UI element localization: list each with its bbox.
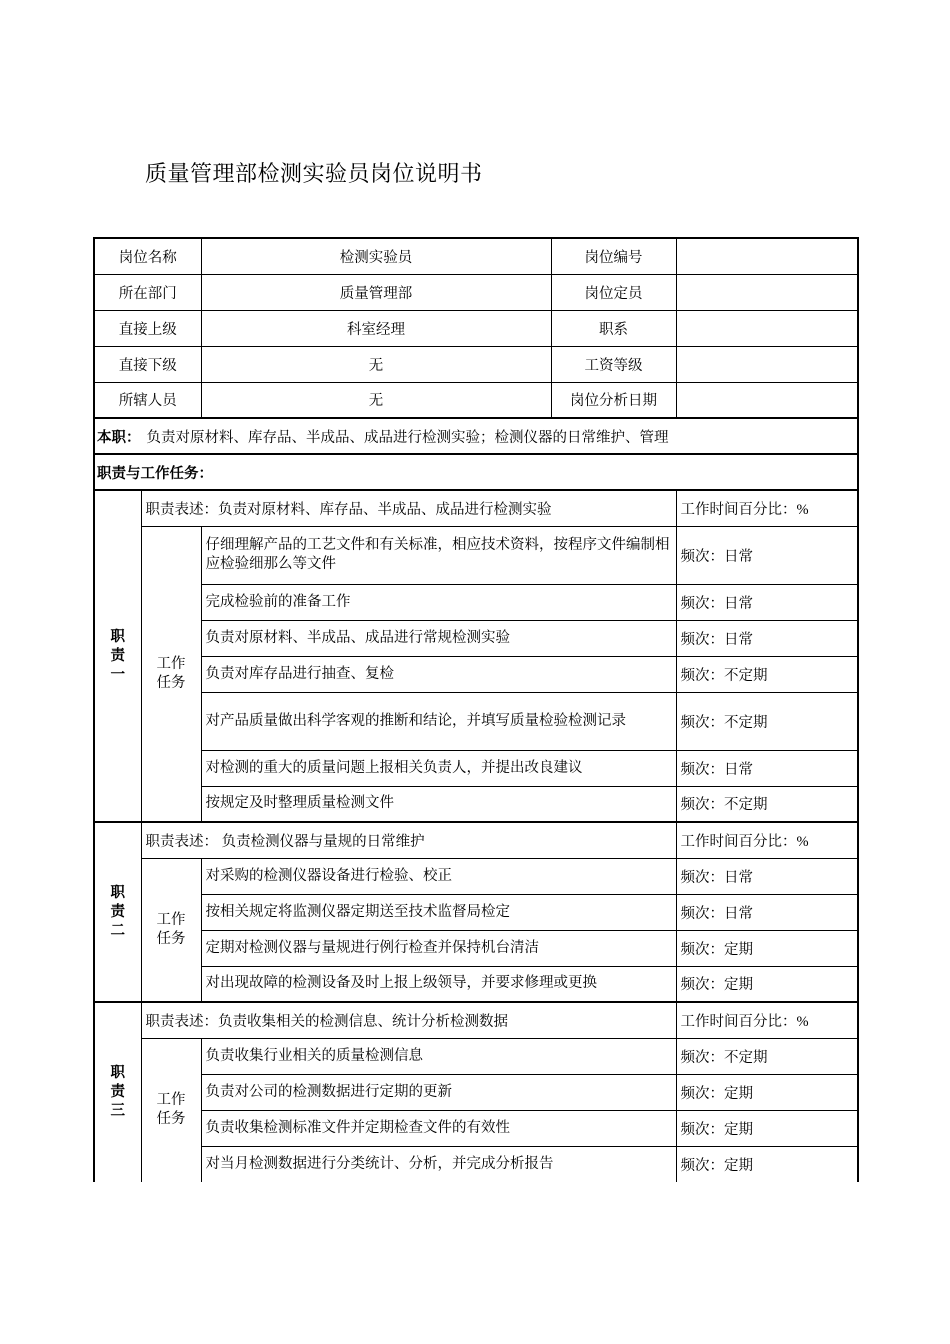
- duty-description-row: [94, 490, 858, 526]
- task-row: [94, 966, 858, 1002]
- task-row: [94, 656, 858, 692]
- info-row: [94, 346, 858, 382]
- info-label: 所辖人员: [94, 382, 201, 418]
- task-row: [94, 692, 858, 750]
- info-label-2: 职系: [551, 310, 676, 346]
- page-title: 质量管理部检测实验员岗位说明书: [145, 162, 483, 187]
- duty-description-row: [94, 822, 858, 858]
- duty-name-char: 责: [110, 1084, 125, 1100]
- core-duty-text: 负责对原材料、库存品、半成品、成品进行检测实验；检测仪器的日常维护、管理: [146, 429, 669, 446]
- task-label-text: 工作任务: [156, 1092, 186, 1128]
- task-frequency: 频次：日常: [676, 620, 858, 656]
- duty-percent: 工作时间百分比：%: [676, 490, 858, 526]
- core-duty-row: [94, 418, 858, 454]
- task-row: [94, 620, 858, 656]
- task-frequency: 频次：定期: [676, 930, 858, 966]
- task-label-text: 工作任务: [156, 911, 186, 947]
- task-text: 负责对公司的检测数据进行定期的更新: [201, 1074, 676, 1110]
- task-frequency: 频次：不定期: [676, 786, 858, 822]
- info-row: [94, 274, 858, 310]
- info-value-2: [676, 310, 858, 346]
- info-label-2: 岗位分析日期: [551, 382, 676, 418]
- duty-description: 职责表述：负责对原材料、库存品、半成品、成品进行检测实验: [141, 490, 676, 526]
- duty-description-row: [94, 1002, 858, 1038]
- info-value: 无: [201, 382, 551, 418]
- task-frequency: 频次：日常: [676, 894, 858, 930]
- task-frequency: 频次：不定期: [676, 656, 858, 692]
- task-frequency: 频次：日常: [676, 526, 858, 584]
- duty-name: [94, 490, 141, 822]
- info-row: [94, 238, 858, 274]
- task-label: [141, 526, 201, 822]
- task-text: 负责对库存品进行抽查、复检: [201, 656, 676, 692]
- duty-percent: 工作时间百分比：%: [676, 1002, 858, 1038]
- task-text: 按相关规定将监测仪器定期送至技术监督局检定: [201, 894, 676, 930]
- job-description-table: [93, 237, 859, 1182]
- task-frequency: 频次：不定期: [676, 1038, 858, 1074]
- task-text: 负责对原材料、半成品、成品进行常规检测实验: [201, 620, 676, 656]
- task-row: [94, 750, 858, 786]
- task-row: [94, 894, 858, 930]
- task-text: 完成检验前的准备工作: [201, 584, 676, 620]
- duty-name-char: 职: [110, 628, 125, 645]
- task-text: 定期对检测仪器与量规进行例行检查并保持机台清洁: [201, 930, 676, 966]
- task-frequency: 频次：定期: [676, 1146, 858, 1182]
- task-text: 对出现故障的检测设备及时上报上级领导，并要求修理或更换: [201, 966, 676, 1002]
- task-label: [141, 1038, 201, 1182]
- info-label: 岗位名称: [94, 238, 201, 274]
- info-value: 检测实验员: [201, 238, 551, 274]
- info-row: [94, 310, 858, 346]
- task-frequency: 频次：日常: [676, 858, 858, 894]
- task-frequency: 频次：不定期: [676, 692, 858, 750]
- task-text: 负责收集检测标准文件并定期检查文件的有效性: [201, 1110, 676, 1146]
- info-label: 直接下级: [94, 346, 201, 382]
- duties-header-row: [94, 454, 858, 490]
- task-label: [141, 858, 201, 1002]
- duty-name-char: 一: [110, 666, 125, 683]
- duty-percent: 工作时间百分比：%: [676, 822, 858, 858]
- task-row: [94, 1074, 858, 1110]
- task-text: 仔细理解产品的工艺文件和有关标准，相应技术资料，按程序文件编制相应检验细那么等文件: [201, 526, 676, 584]
- info-value-2: [676, 346, 858, 382]
- task-row: [94, 1146, 858, 1182]
- task-row: [94, 584, 858, 620]
- task-frequency: 频次：定期: [676, 1110, 858, 1146]
- task-text: 对检测的重大的质量问题上报相关负责人，并提出改良建议: [201, 750, 676, 786]
- info-label-2: 岗位定员: [551, 274, 676, 310]
- duty-name: [94, 822, 141, 1002]
- info-label-2: 工资等级: [551, 346, 676, 382]
- duty-name-char: 职: [110, 884, 125, 901]
- duties-header: 职责与工作任务：: [94, 454, 858, 490]
- task-frequency: 频次：日常: [676, 750, 858, 786]
- info-label-2: 岗位编号: [551, 238, 676, 274]
- info-value: 科室经理: [201, 310, 551, 346]
- task-frequency: 频次：定期: [676, 966, 858, 1002]
- task-row: [94, 786, 858, 822]
- core-duty: [94, 418, 858, 454]
- duty-name-char: 责: [110, 647, 125, 664]
- core-duty-label: 本职：: [97, 429, 141, 446]
- duty-name-char: 二: [110, 922, 125, 939]
- task-text: 对产品质量做出科学客观的推断和结论，并填写质量检验检测记录: [201, 692, 676, 750]
- info-row: [94, 382, 858, 418]
- task-text: 负责收集行业相关的质量检测信息: [201, 1038, 676, 1074]
- duty-name-char: 职: [110, 1065, 125, 1081]
- task-row: [94, 930, 858, 966]
- task-text: 按规定及时整理质量检测文件: [201, 786, 676, 822]
- info-label: 直接上级: [94, 310, 201, 346]
- info-value: 质量管理部: [201, 274, 551, 310]
- task-frequency: 频次：日常: [676, 584, 858, 620]
- task-label-text: 工作任务: [156, 655, 186, 691]
- task-row: [94, 1110, 858, 1146]
- info-label: 所在部门: [94, 274, 201, 310]
- duty-name-char: 三: [110, 1103, 125, 1119]
- task-text: 对当月检测数据进行分类统计、分析，并完成分析报告: [201, 1146, 676, 1182]
- task-row: [94, 858, 858, 894]
- duty-name-char: 责: [110, 903, 125, 920]
- duty-description: 职责表述： 负责检测仪器与量规的日常维护: [141, 822, 676, 858]
- task-row: [94, 526, 858, 584]
- task-text: 对采购的检测仪器设备进行检验、校正: [201, 858, 676, 894]
- task-frequency: 频次：定期: [676, 1074, 858, 1110]
- info-value: 无: [201, 346, 551, 382]
- info-value-2: [676, 382, 858, 418]
- duty-description: 职责表述：负责收集相关的检测信息、统计分析检测数据: [141, 1002, 676, 1038]
- info-value-2: [676, 274, 858, 310]
- task-row: [94, 1038, 858, 1074]
- info-value-2: [676, 238, 858, 274]
- duty-name: [94, 1002, 141, 1182]
